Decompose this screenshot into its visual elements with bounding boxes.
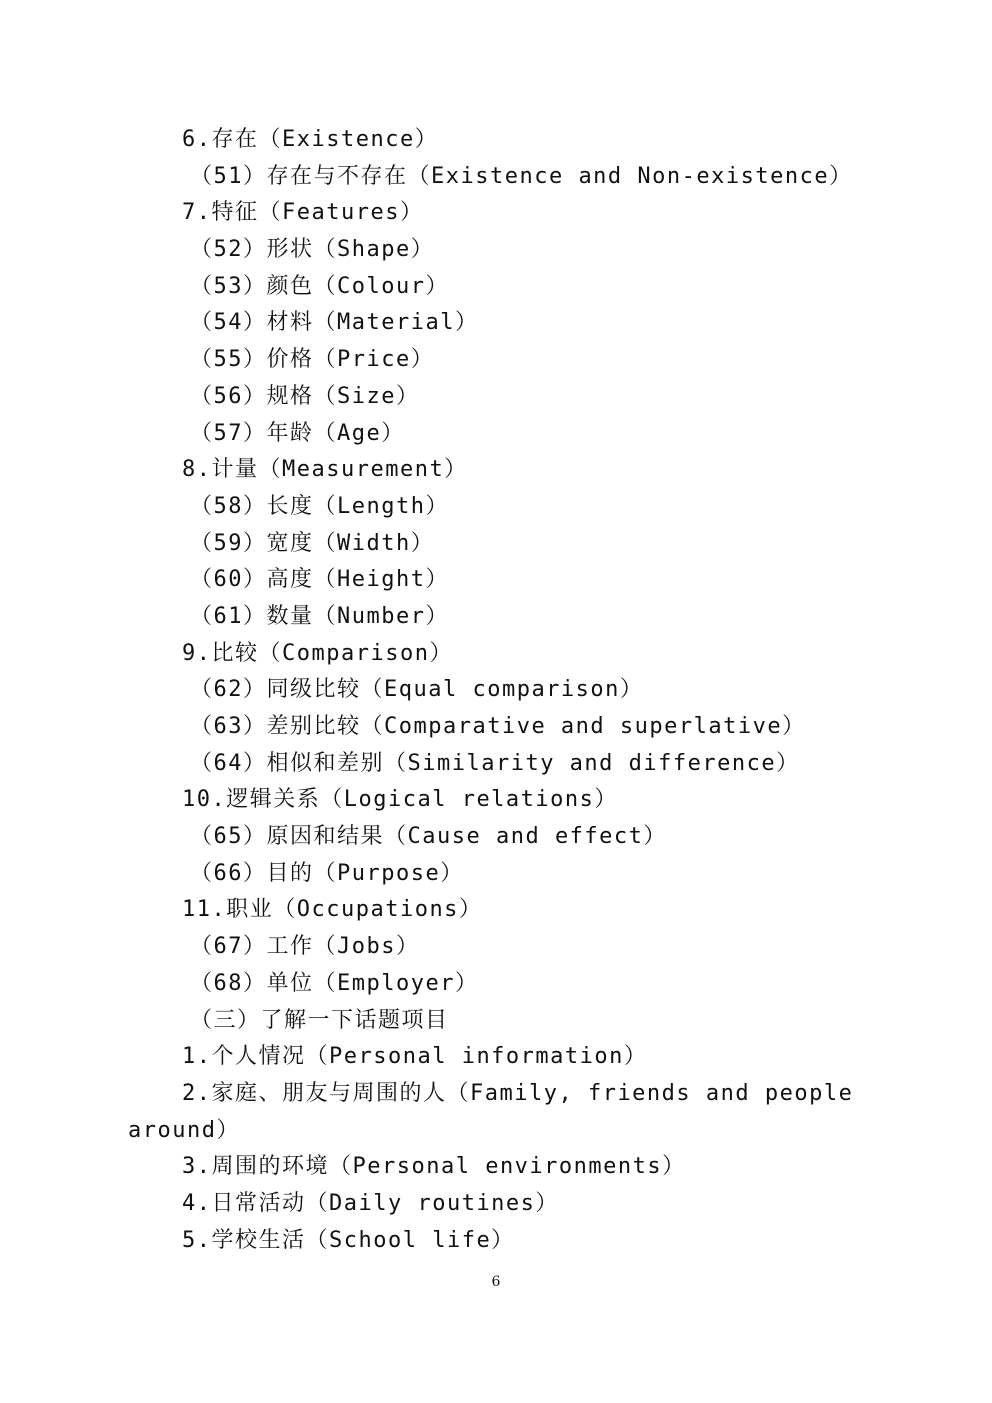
section-heading: 5.学校生活（School life） <box>182 1227 515 1253</box>
section-heading: 7.特征（Features） <box>182 200 424 226</box>
section-heading: 3.周围的环境（Personal environments） <box>182 1154 686 1180</box>
section-heading: 10.逻辑关系（Logical relations） <box>182 787 618 813</box>
list-item: （68）单位（Employer） <box>190 970 479 996</box>
list-item: （57）年龄（Age） <box>190 420 405 446</box>
section-heading: 6.存在（Existence） <box>182 127 439 152</box>
section-heading: 2.家庭、朋友与周围的人（Family, friends and people <box>182 1080 854 1106</box>
list-item: （67）工作（Jobs） <box>190 934 420 960</box>
section-heading: 11.职业（Occupations） <box>182 897 483 923</box>
list-item: （65）原因和结果（Cause and effect） <box>190 824 667 850</box>
list-item: （52）形状（Shape） <box>190 237 435 263</box>
section-heading: 8.计量（Measurement） <box>182 457 468 483</box>
section-heading: 9.比较（Comparison） <box>182 640 453 666</box>
text-body <box>128 122 858 1259</box>
list-item: （58）长度（Length） <box>190 493 449 519</box>
list-item: （62）同级比较（Equal comparison） <box>190 677 644 703</box>
list-item: （56）规格（Size） <box>190 383 420 409</box>
section-heading: 1.个人情况（Personal information） <box>182 1044 648 1070</box>
list-item: （55）价格（Price） <box>190 347 435 373</box>
list-item: （53）颜色（Colour） <box>190 273 449 299</box>
list-item: （51）存在与不存在（Existence and Non-existence） <box>190 163 853 189</box>
list-item: （59）宽度（Width） <box>190 530 435 556</box>
text-line-continuation: around） <box>128 1117 240 1143</box>
list-item: （66）目的（Purpose） <box>190 860 464 886</box>
list-item: （61）数量（Number） <box>190 603 449 629</box>
list-item: （三）了解一下话题项目 <box>190 1007 449 1033</box>
section-heading: 4.日常活动（Daily routines） <box>182 1190 559 1216</box>
list-item: （54）材料（Material） <box>190 310 479 336</box>
list-item: （60）高度（Height） <box>190 567 449 593</box>
list-item: （63）差别比较（Comparative and superlative） <box>190 714 806 739</box>
list-item: （64）相似和差别（Similarity and difference） <box>190 750 800 776</box>
page-number: 6 <box>491 1274 501 1290</box>
